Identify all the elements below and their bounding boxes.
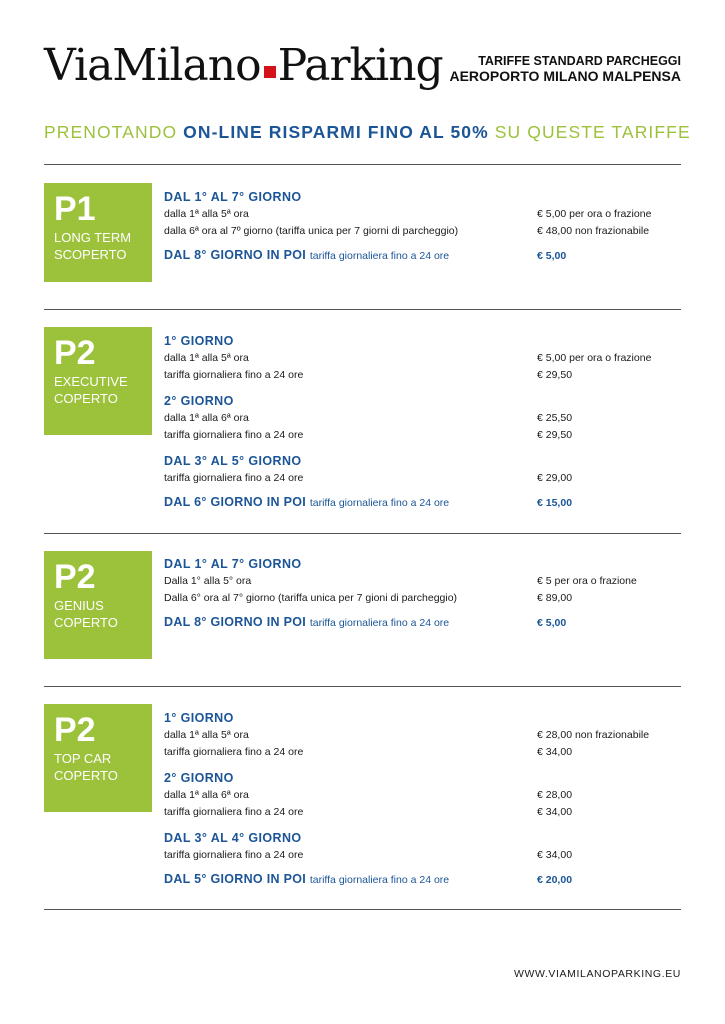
rate-price: € 29,50 bbox=[537, 429, 573, 441]
rate-price: € 29,50 bbox=[537, 369, 573, 381]
rate-price: € 48,00 non frazionabile bbox=[537, 225, 650, 237]
divider bbox=[44, 533, 681, 534]
rate-label: dalla 1ª alla 5ª ora bbox=[164, 729, 249, 741]
badge-name-1: GENIUS bbox=[54, 598, 104, 613]
rate-label: tariffa giornaliera fino a 24 ore bbox=[164, 472, 304, 484]
rate-label: dalla 1ª alla 5ª ora bbox=[164, 352, 249, 364]
footer-website-link[interactable]: WWW.VIAMILANOPARKING.EU bbox=[513, 968, 681, 980]
rate-price: € 28,00 bbox=[537, 789, 573, 801]
badge-name-2: COPERTO bbox=[54, 615, 118, 630]
final-rate-price: € 5,00 bbox=[537, 250, 567, 262]
divider bbox=[44, 686, 681, 687]
rate-label: Dalla 6° ora al 7° giorno (tariffa unica per 7 gioni di parcheggio) bbox=[164, 592, 458, 604]
rate-price: € 34,00 bbox=[537, 746, 573, 758]
badge-code: P2 bbox=[54, 334, 96, 372]
rate-label: dalla 1ª alla 6ª ora bbox=[164, 789, 249, 801]
divider bbox=[44, 909, 681, 910]
rate-price: € 28,00 non frazionabile bbox=[537, 729, 650, 741]
rate-price: € 25,50 bbox=[537, 412, 573, 424]
final-rate-title: DAL 8° GIORNO IN POI tariffa giornaliera fino a 24 ore bbox=[164, 248, 450, 262]
group-title: DAL 1° AL 7° GIORNO bbox=[164, 190, 302, 204]
badge-name-1: EXECUTIVE bbox=[54, 374, 128, 389]
badge-name-2: COPERTO bbox=[54, 768, 118, 783]
header-title bbox=[449, 54, 681, 84]
badge-p2-genius bbox=[44, 551, 152, 659]
group-title: 1° GIORNO bbox=[164, 334, 234, 348]
badge-name-2: COPERTO bbox=[54, 391, 118, 406]
page-header bbox=[44, 38, 681, 98]
rate-label: tariffa giornaliera fino a 24 ore bbox=[164, 746, 304, 758]
group-title: DAL 1° AL 7° GIORNO bbox=[164, 557, 302, 571]
badge-code: P2 bbox=[54, 711, 96, 749]
rate-label: tariffa giornaliera fino a 24 ore bbox=[164, 806, 304, 818]
group-title: DAL 3° AL 4° GIORNO bbox=[164, 831, 302, 845]
divider bbox=[44, 164, 681, 165]
divider bbox=[44, 309, 681, 310]
rate-price: € 34,00 bbox=[537, 849, 573, 861]
promo-banner: PRENOTANDO ON-LINE RISPARMI FINO AL 50% SU QUESTE TARIFFE bbox=[44, 122, 691, 142]
logo-red-square bbox=[264, 66, 276, 78]
brand-logo: ViaMilano Parking bbox=[44, 40, 443, 91]
promo-highlight: ON-LINE RISPARMI FINO AL 50% bbox=[183, 122, 489, 142]
final-rate-price: € 5,00 bbox=[537, 617, 567, 629]
final-rate-title: DAL 5° GIORNO IN POI tariffa giornaliera fino a 24 ore bbox=[164, 872, 450, 886]
rate-label: tariffa giornaliera fino a 24 ore bbox=[164, 849, 304, 861]
rate-price: € 5 per ora o frazione bbox=[537, 575, 637, 587]
rate-price: € 89,00 bbox=[537, 592, 573, 604]
badge-p1-long-term bbox=[44, 183, 152, 282]
badge-p2-top-car bbox=[44, 704, 152, 812]
header-line-1: TARIFFE STANDARD PARCHEGGI bbox=[478, 54, 681, 68]
group-title: 2° GIORNO bbox=[164, 771, 234, 785]
rate-price: € 29,00 bbox=[537, 472, 573, 484]
rate-label: dalla 6ª ora al 7º giorno (tariffa unica per 7 giorni di parcheggio) bbox=[164, 225, 459, 237]
badge-name-1: LONG TERM bbox=[54, 230, 132, 245]
badge-name-1: TOP CAR bbox=[54, 751, 112, 766]
badge-code: P2 bbox=[54, 558, 96, 596]
rate-price: € 5,00 per ora o frazione bbox=[537, 352, 652, 364]
rate-label: dalla 1ª alla 5ª ora bbox=[164, 208, 249, 220]
final-rate-price: € 20,00 bbox=[537, 874, 573, 886]
rate-label: dalla 1ª alla 6ª ora bbox=[164, 412, 249, 424]
group-title: 2° GIORNO bbox=[164, 394, 234, 408]
badge-code: P1 bbox=[54, 190, 96, 228]
rate-price: € 5,00 per ora o frazione bbox=[537, 208, 652, 220]
final-rate-price: € 15,00 bbox=[537, 497, 573, 509]
group-title: DAL 3° AL 5° GIORNO bbox=[164, 454, 302, 468]
final-rate-title: DAL 6° GIORNO IN POI tariffa giornaliera fino a 24 ore bbox=[164, 495, 450, 509]
rate-price: € 34,00 bbox=[537, 806, 573, 818]
group-title: 1° GIORNO bbox=[164, 711, 234, 725]
rate-label: tariffa giornaliera fino a 24 ore bbox=[164, 429, 304, 441]
badge-name-2: SCOPERTO bbox=[54, 247, 127, 262]
rate-label: Dalla 1° alla 5° ora bbox=[164, 575, 252, 587]
badge-p2-executive bbox=[44, 327, 152, 435]
rate-label: tariffa giornaliera fino a 24 ore bbox=[164, 369, 304, 381]
final-rate-title: DAL 8° GIORNO IN POI tariffa giornaliera fino a 24 ore bbox=[164, 615, 450, 629]
header-line-2: AEROPORTO MILANO MALPENSA bbox=[449, 68, 681, 84]
